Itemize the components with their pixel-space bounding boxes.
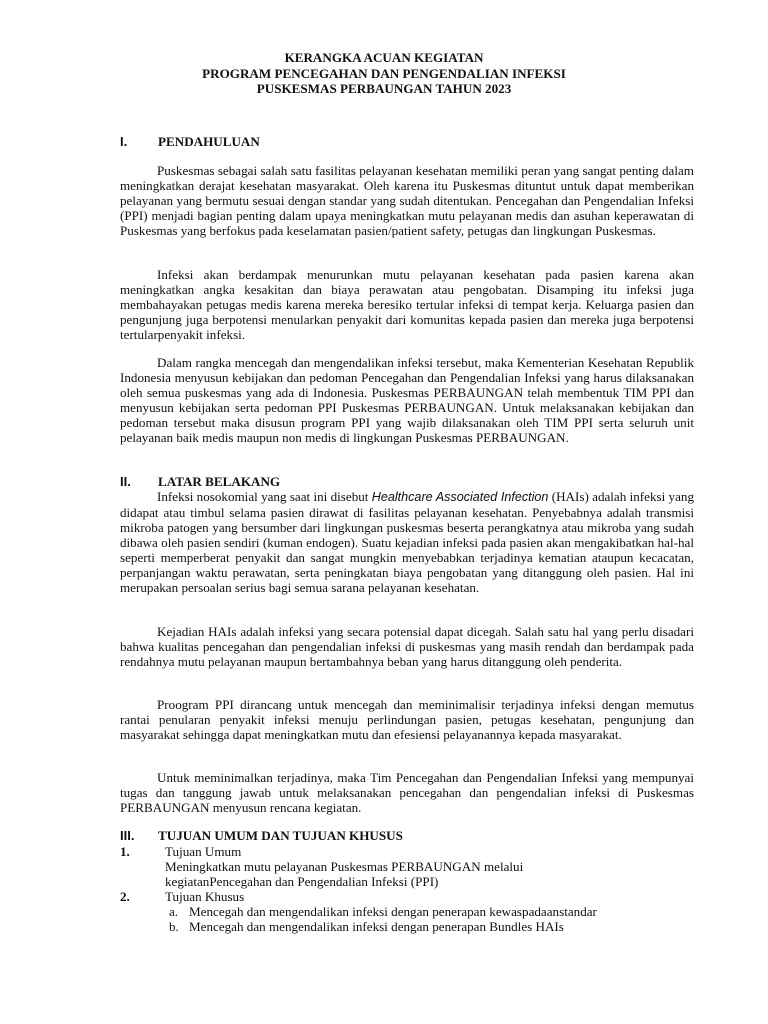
section-title: LATAR BELAKANG	[158, 474, 281, 489]
emphasis-term: Healthcare Associated Infection	[371, 490, 549, 504]
section-title: TUJUAN UMUM DAN TUJUAN KHUSUS	[158, 828, 403, 843]
paragraph-text: Infeksi nosokomial yang saat ini disebut	[157, 489, 372, 504]
paragraph: Infeksi akan berdampak menurunkan mutu pelayanan kesehatan pada pasien karena akan meningkatkan angka kesakitan dan biaya perawatan atau pengobatan. Disamping itu infeksi juga membahayakan petugas medis karena mereka beresiko tertular infeksi di tempat kerja. Keluarga pasien dan pengunjung juga berpotensi menularkan penyakit dari komunitas kepada pasien dan mereka juga berpotensi tertularpenyakit infeksi.	[120, 267, 694, 342]
list-item-text: kegiatanPencegahan dan Pengendalian Infeksi (PPI)	[165, 874, 439, 889]
list-number: 2.	[120, 889, 130, 904]
section-heading-latar-belakang	[120, 474, 280, 489]
paragraph: Dalam rangka mencegah dan mengendalikan infeksi tersebut, maka Kementerian Kesehatan Republik Indonesia menyusun kebijakan dan pedoman Pencegahan dan Pengendalian Infeksi yang harus dilaksanakan oleh semua puskesmas yang ada di Indonesia. Puskesmas PERBAUNGAN telah membentuk TIM PPI dan menyusun kebijakan serta pedoman PPI Puskesmas PERBAUNGAN. Untuk melaksanakan kebijakan dan pedoman tersebut maka disusun program PPI yang wajib dilaksanakan oleh TIM PPI serta seluruh unit pelayanan baik medis maupun non medis di lingkungan Puskesmas PERBAUNGAN.	[120, 355, 694, 445]
section-number: I.	[120, 134, 128, 149]
paragraph: Proogram PPI dirancang untuk mencegah dan meminimalisir terjadinya infeksi dengan memutus rantai penularan penyakit infeksi menuju perlindungan pasien, petugas kesehatan, pengunjung dan masyarakat sehingga dapat meningkatkan mutu dan efesiensi pelayanannya kepada masyarakat.	[120, 697, 694, 742]
list-number: 1.	[120, 844, 130, 859]
section-number: III.	[120, 828, 135, 843]
list-item-title: Tujuan Khusus	[165, 889, 245, 904]
section-title: PENDAHULUAN	[158, 134, 260, 149]
paragraph	[120, 489, 694, 595]
paragraph: Untuk meminimalkan terjadinya, maka Tim Pencegahan dan Pengendalian Infeksi yang mempunyai tugas dan tanggung jawab untuk melaksanakan pencegahan dan pengendalian infeksi di Puskesmas PERBAUNGAN menyusun rencana kegiatan.	[120, 770, 694, 815]
sublist-item: Mencegah dan mengendalikan infeksi dengan penerapan kewaspadaanstandar	[189, 904, 597, 919]
document-title	[0, 50, 768, 97]
list-item-title: Tujuan Umum	[165, 844, 242, 859]
section-number: II.	[120, 474, 131, 489]
sublist-label: b.	[169, 919, 179, 934]
sublist-item: Mencegah dan mengendalikan infeksi dengan penerapan Bundles HAIs	[189, 919, 564, 934]
paragraph: Kejadian HAIs adalah infeksi yang secara potensial dapat dicegah. Salah satu hal yang perlu disadari bahwa kualitas pencegahan dan pengendalian infeksi di puskesmas yang masih rendah dan berdampak pada rendahnya mutu pelayanan maupun bertambahnya beban yang harus ditanggung oleh penderita.	[120, 624, 694, 669]
title-line-2: PROGRAM PENCEGAHAN DAN PENGENDALIAN INFEKSI	[202, 65, 566, 81]
paragraph-text: (HAIs) adalah infeksi yang didapat atau timbul selama pasien dirawat di fasilitas pelayanan kesehatan. Penyebabnya adalah transmisi mikroba patogen yang bersumber dari lingkungan puskesmas beserta perangkatnya atau mikroba yang sudah dibawa oleh pasien sendiri (kuman endogen). Suatu kejadian infeksi pada pasien akan mengakibatkan hal-hal seperti memperberat penyakit dan sangat mungkin menyebabkan terjadinya kematian ataupun kecacatan, perpanjangan waktu perawatan, serta peningkatan biaya pengobatan yang ditanggung oleh pasien. Hal ini merupakan persoalan serius bagi semua sarana pelayanan kesehatan.	[120, 489, 694, 595]
paragraph: Puskesmas sebagai salah satu fasilitas pelayanan kesehatan memiliki peran yang sangat penting dalam meningkatkan derajat kesehatan masyarakat. Oleh karena itu Puskesmas dituntut untuk dapat memberikan pelayanan yang bermutu sesuai dengan standar yang sudah ditentukan. Pencegahan dan Pengendalian Infeksi (PPI) menjadi bagian penting dalam upaya meningkatkan mutu pelayanan medis dan asuhan keperawatan di Puskesmas yang berfokus pada keselamatan pasien/patient safety, petugas dan lingkungan Puskesmas.	[120, 163, 694, 238]
sublist-label: a.	[169, 904, 179, 919]
title-line-3: PUSKESMAS PERBAUNGAN TAHUN 2023	[256, 81, 512, 96]
list-item-text: Meningkatkan mutu pelayanan Puskesmas PERBAUNGAN melalui	[165, 859, 524, 874]
title-line-1: KERANGKA ACUAN KEGIATAN	[284, 50, 484, 65]
section-heading-pendahuluan	[120, 134, 260, 149]
section-heading-tujuan	[120, 828, 403, 843]
